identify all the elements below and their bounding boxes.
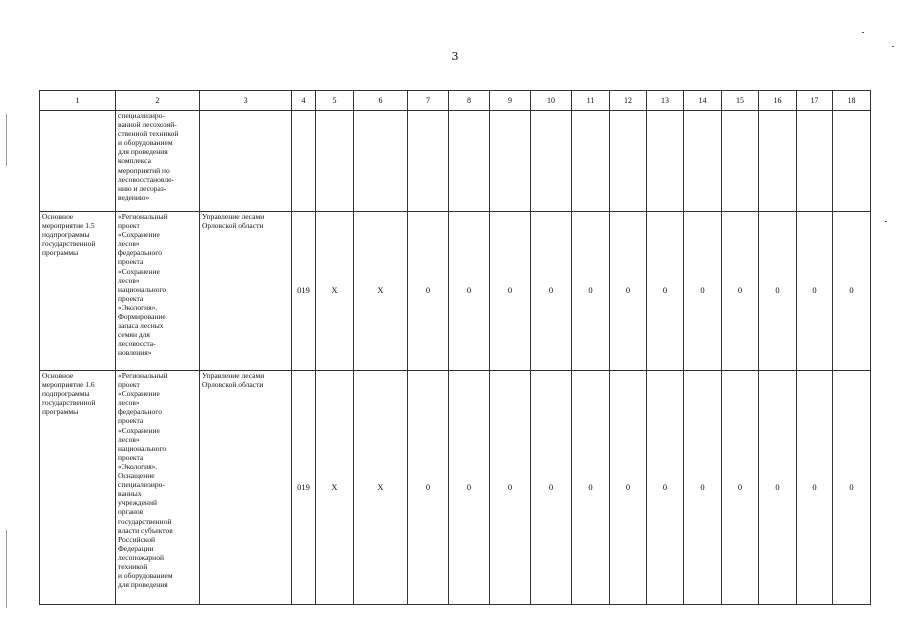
scan-speck [885, 221, 887, 222]
column-number: 11 [572, 91, 610, 111]
table-row [40, 111, 871, 212]
value-cell: 0 [797, 212, 833, 371]
value-cell: 0 [684, 371, 722, 605]
value-cell: Х [354, 212, 408, 371]
executor-cell [200, 111, 292, 212]
value-cell: 0 [759, 371, 797, 605]
column-number: 3 [200, 91, 292, 111]
measure-text: Основное мероприятие 1.6 подпрограммы государственной программы [42, 371, 96, 417]
column-number: 7 [408, 91, 449, 111]
value-cell: 0 [759, 212, 797, 371]
value-cell [647, 111, 684, 212]
column-number: 18 [833, 91, 871, 111]
value-cell [759, 111, 797, 212]
column-number: 12 [610, 91, 647, 111]
value-cell: 0 [572, 212, 610, 371]
column-number: 5 [316, 91, 354, 111]
value-cell: 0 [610, 371, 647, 605]
value-cell: 0 [490, 371, 531, 605]
value-cell: 0 [449, 371, 490, 605]
margin-mark-top [6, 114, 7, 166]
value-cell [316, 111, 354, 212]
column-number: 13 [647, 91, 684, 111]
column-number: 8 [449, 91, 490, 111]
measure-cell [40, 111, 116, 212]
value-cell [572, 111, 610, 212]
description-text: специализиро- ванной лесохозяй- ственной техникой и оборудованием для проведения комплекса мероприятий по лесовосстановле- нию и лесораз- ведению» [118, 111, 179, 202]
value-cell: 0 [833, 371, 871, 605]
value-cell: 0 [531, 212, 572, 371]
value-cell [449, 111, 490, 212]
value-cell: Х [354, 371, 408, 605]
value-cell: 0 [647, 212, 684, 371]
value-cell: 0 [408, 371, 449, 605]
executor-cell [200, 212, 292, 371]
description-cell [116, 111, 200, 212]
measure-cell [40, 212, 116, 371]
value-cell: 019 [292, 371, 316, 605]
page-number: 3 [451, 50, 459, 63]
value-cell: 0 [722, 371, 759, 605]
value-cell: 0 [684, 212, 722, 371]
value-cell: 0 [647, 371, 684, 605]
column-number: 14 [684, 91, 722, 111]
value-cell [531, 111, 572, 212]
value-cell: 0 [490, 212, 531, 371]
value-cell: 0 [408, 212, 449, 371]
scan-speck [862, 32, 864, 33]
value-cell: Х [316, 371, 354, 605]
value-cell [684, 111, 722, 212]
scan-speck [892, 46, 894, 47]
value-cell: 0 [449, 212, 490, 371]
executor-text: Управление лесами Орловской области [202, 371, 265, 390]
value-cell [490, 111, 531, 212]
value-cell: 0 [531, 371, 572, 605]
value-cell [408, 111, 449, 212]
description-text: «Региональный проект «Сохранение лесов» федерального проекта «Сохранение лесов» национального проекта «Экология». Формирование запаса лесных семян для лесовосста- новления» [118, 212, 168, 358]
column-number: 6 [354, 91, 408, 111]
value-cell: 019 [292, 212, 316, 371]
measure-cell [40, 371, 116, 605]
column-number: 4 [292, 91, 316, 111]
description-text: «Региональный проект «Сохранение лесов» федерального проекта «Сохранение лесов» национального проекта «Экология». Оснащение специализиро- ванных учреждений органов государственной власти субъектов Российской Федерации лесопожарной техникой и оборудованием для проведения [118, 371, 173, 590]
description-cell [116, 371, 200, 605]
column-number: 15 [722, 91, 759, 111]
program-table [39, 90, 871, 605]
column-number: 2 [116, 91, 200, 111]
measure-text: Основное мероприятие 1.5 подпрограммы государственной программы [42, 212, 96, 258]
executor-text: Управление лесами Орловской области [202, 212, 265, 231]
column-number: 10 [531, 91, 572, 111]
value-cell: 0 [797, 371, 833, 605]
value-cell [797, 111, 833, 212]
value-cell: 0 [610, 212, 647, 371]
value-cell [610, 111, 647, 212]
value-cell [354, 111, 408, 212]
value-cell: 0 [833, 212, 871, 371]
column-number: 16 [759, 91, 797, 111]
value-cell: Х [316, 212, 354, 371]
description-cell [116, 212, 200, 371]
value-cell: 0 [722, 212, 759, 371]
executor-cell [200, 371, 292, 605]
column-number-header-row [40, 91, 871, 111]
value-cell [292, 111, 316, 212]
value-cell [833, 111, 871, 212]
table-row [40, 371, 871, 605]
value-cell [722, 111, 759, 212]
table-row [40, 212, 871, 371]
column-number: 1 [40, 91, 116, 111]
column-number: 9 [490, 91, 531, 111]
margin-mark-bottom [6, 530, 7, 608]
column-number: 17 [797, 91, 833, 111]
value-cell: 0 [572, 371, 610, 605]
